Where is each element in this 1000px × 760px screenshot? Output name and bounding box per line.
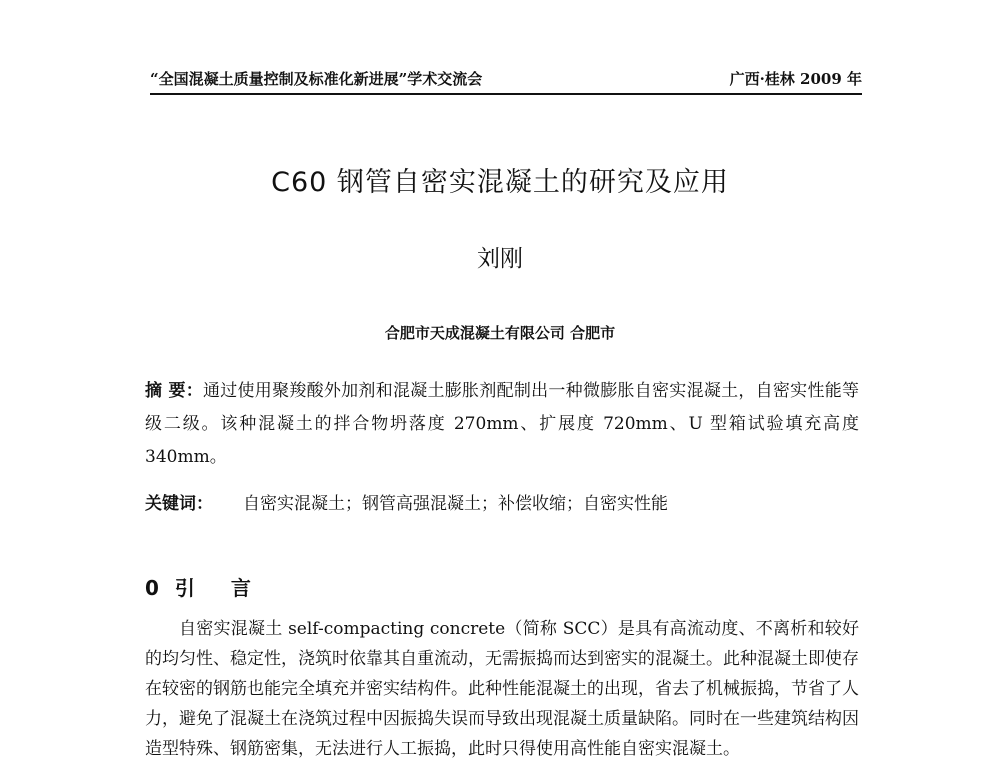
abstract-label: 摘 要： <box>145 381 203 401</box>
keywords-label: 关键词： <box>145 494 213 514</box>
keywords <box>145 492 859 516</box>
author-affiliation: 合肥市天成混凝土有限公司 合肥市 <box>384 324 616 342</box>
abstract-text: 通过使用聚羧酸外加剂和混凝土膨胀剂配制出一种微膨胀自密实混凝土，自密实性能等级二级。该种混凝土的拌合物坍落度 270mm、扩展度 720mm、U 型箱试验填充高度 340mm。 <box>145 381 859 467</box>
header-rule <box>150 93 862 95</box>
running-header <box>150 68 862 90</box>
body-paragraph: 自密实混凝土 self-compacting concrete（简称 SCC）是具有高流动度、不离析和较好的均匀性、稳定性，浇筑时依靠其自重流动，无需振捣而达到密实的混凝土。此种混凝土即使存在较密的钢筋也能完全填充并密实结构件。此种性能混凝土的出现，省去了机械振捣，节省了人力，避免了混凝土在浇筑过程中因振捣失误而导致出现混凝土质量缺陷。同时在一些建筑结构因造型特殊、钢筋密集，无法进行人工振捣，此时只得使用高性能自密实混凝土。 <box>145 619 859 759</box>
conference-name: “全国混凝土质量控制及标准化新进展”学术交流会 <box>150 70 483 88</box>
abstract <box>145 375 859 474</box>
author-name: 刘刚 <box>477 246 523 272</box>
section-title: 引言 <box>174 576 287 600</box>
section-number: 0 <box>145 576 159 600</box>
keywords-text: 自密实混凝土；钢管高强混凝土；补偿收缩；自密实性能 <box>243 494 668 514</box>
paper-title: C60 钢管自密实混凝土的研究及应用 <box>271 167 729 198</box>
section-heading <box>145 572 287 601</box>
location-year: 广西·桂林 2009 年 <box>729 70 862 88</box>
